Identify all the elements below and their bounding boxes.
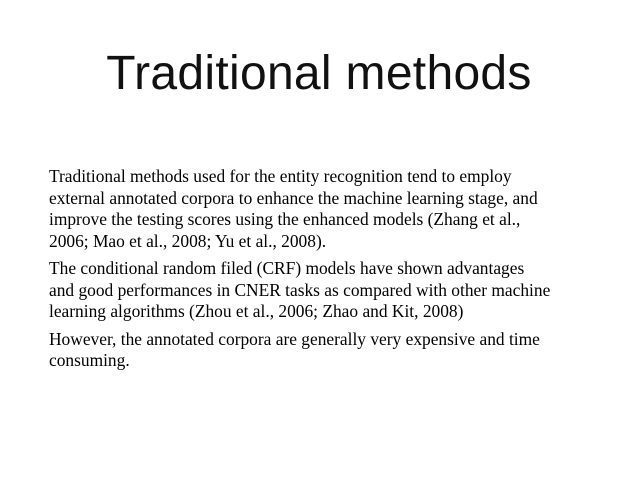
text-line: The conditional random filed (CRF) models have shown advantages [49,258,525,278]
slide-body [49,166,609,378]
text-line: external annotated corpora to enhance the machine learning stage, and [49,187,538,208]
slide-title: Traditional methods [106,47,532,100]
text-line: and good performances in CNER tasks as compared with other machine [49,279,551,300]
text-line: improve the testing scores using the enhanced models (Zhang et al., [49,209,521,229]
text-line: consuming. [49,350,130,370]
paragraph-annotated-corpora-cost [49,329,609,372]
text-line: 2006; Mao et al., 2008; Yu et al., 2008). [49,230,327,251]
paragraph-crf-models [49,258,609,323]
text-line: Traditional methods used for the entity recognition tend to employ [49,166,512,186]
paragraph-traditional-methods [49,166,609,252]
text-line: learning algorithms (Zhou et al., 2006; Zhao and Kit, 2008) [49,301,464,321]
text-line: However, the annotated corpora are generally very expensive and time [49,328,540,349]
